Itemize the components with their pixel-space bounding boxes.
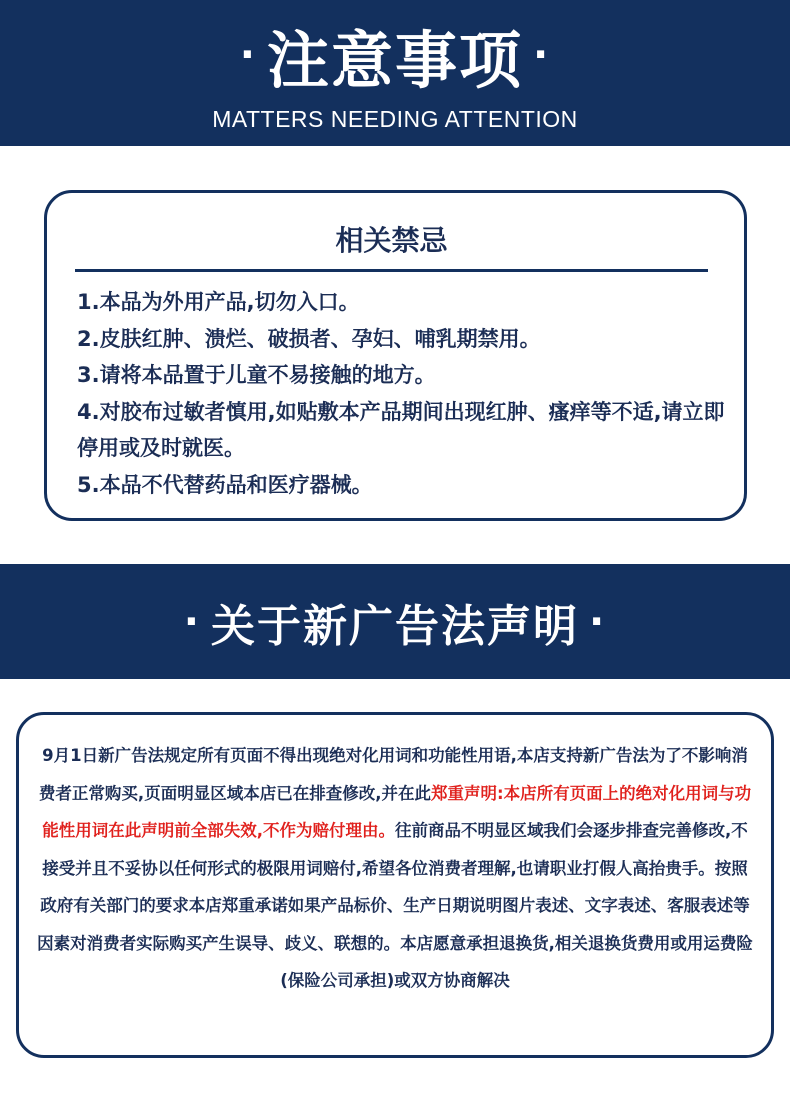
section-title	[0, 564, 790, 679]
section-dot-left: ·	[183, 598, 201, 645]
declaration-notice-red: 郑重声明:本店所有页面上的绝对化用词与功能性用词在此声明前全部失效,不作为赔付理由。	[42, 783, 752, 840]
title-dot-right: ·	[533, 32, 551, 78]
page-subtitle: MATTERS NEEDING ATTENTION	[212, 106, 578, 132]
declaration-text-before: 9月1日新广告法规定所有页面不得出现绝对化用词和功能性用语,本店支持新广告法为了不影响消费者正常购买,页面明显区域本店已在排查修改,并在此	[38, 746, 748, 803]
section-banner	[0, 564, 790, 679]
section-dot-right: ·	[589, 598, 607, 645]
declaration-text-after: 往前商品不明显区域我们会逐步排查完善修改,不接受并且不妥协以任何形式的极限用词赔付,希望各位消费者理解,也请职业打假人高抬贵手。按照政府有关部门的要求本店郑重承诺如果产品标价、生产日期说明图片表述、文字表述、客服表述等因素对消费者实际购买产生误导、歧义、联想的。本店愿意承担退换货,相关退换货费用或用运费险(保险公司承担)或双方协商解决	[37, 821, 753, 990]
title-dot-left: ·	[239, 32, 257, 78]
contraindications-list	[77, 284, 737, 503]
header-banner	[0, 0, 790, 146]
contraindications-heading: 相关禁忌	[75, 219, 708, 272]
declaration-box	[16, 712, 774, 1058]
section-title-text: 关于新广告法声明	[211, 600, 579, 652]
list-item: 3.请将本品置于儿童不易接触的地方。	[77, 363, 436, 387]
list-item: 5.本品不代替药品和医疗器械。	[77, 472, 373, 497]
declaration-text	[37, 737, 753, 1000]
page-title-text: 注意事项	[266, 23, 523, 97]
list-item: 2.皮肤红肿、溃烂、破损者、孕妇、哺乳期禁用。	[77, 326, 541, 351]
list-item: 1.本品为外用产品,切勿入口。	[77, 290, 360, 314]
list-item: 4.对胶布过敏者慎用,如贴敷本产品期间出现红肿、瘙痒等不适,请立即停用或及时就医。	[77, 399, 725, 460]
page-title	[0, 0, 790, 97]
contraindications-box	[44, 190, 747, 521]
